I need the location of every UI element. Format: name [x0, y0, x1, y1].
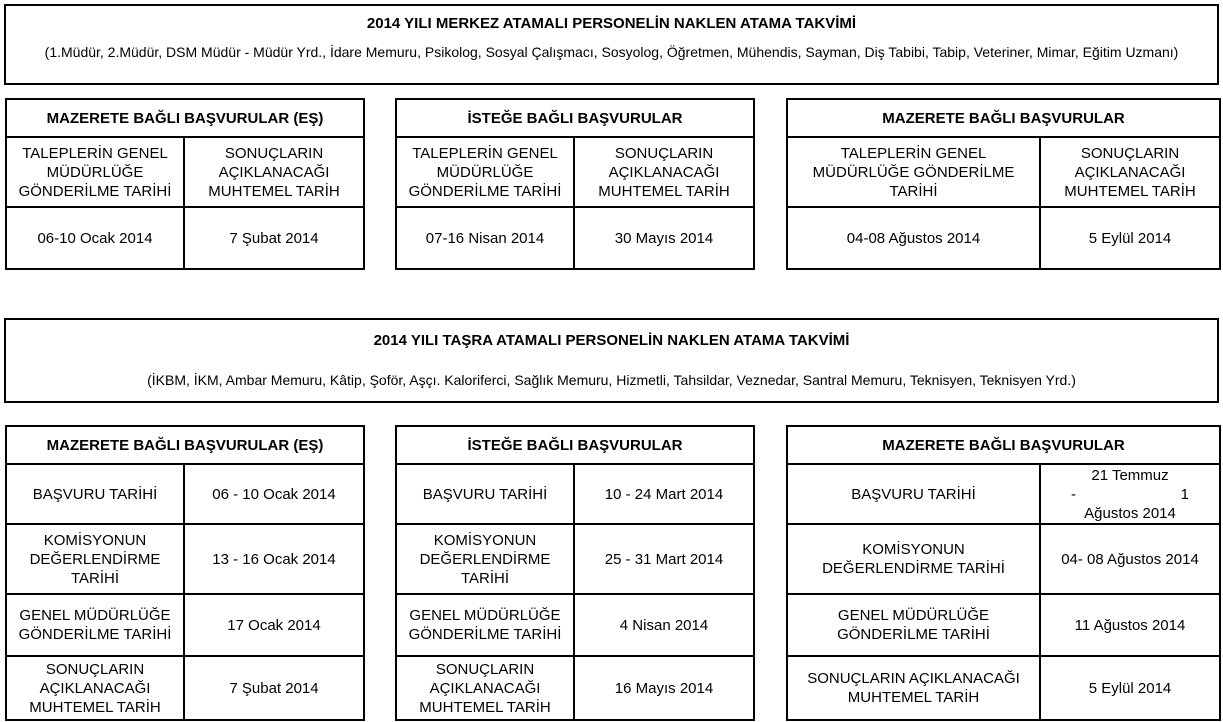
- tasra-header: [4, 318, 1219, 403]
- date-cell: 10 - 24 Mart 2014: [574, 464, 754, 524]
- column-header: TALEPLERİN GENEL MÜDÜRLÜĞE GÖNDERİLME TARİHİ: [396, 137, 574, 207]
- date-cell: 5 Eylül 2014: [1040, 656, 1220, 720]
- date-cell: [1040, 464, 1220, 524]
- date-line: Ağustos 2014: [1084, 504, 1176, 522]
- tasra-subtitle: (İKBM, İKM, Ambar Memuru, Kâtip, Şoför, Aşçı. Kaloriferci, Sağlık Memuru, Hizmetli, Tahsildar, Veznedar, Santral Memuru, Teknisyen, Teknisyen Yrd.): [147, 372, 1076, 388]
- column-header: SONUÇLARIN AÇIKLANACAĞI MUHTEMEL TARİH: [574, 137, 754, 207]
- date-cell: 13 - 16 Ocak 2014: [184, 524, 364, 594]
- row-label: BAŞVURU TARİHİ: [396, 464, 574, 524]
- table-heading: MAZERETE BAĞLI BAŞVURULAR (EŞ): [6, 99, 364, 137]
- date-cell: 06-10 Ocak 2014: [6, 207, 184, 269]
- date-separator: -: [1071, 485, 1076, 503]
- date-cell: 16 Mayıs 2014: [574, 656, 754, 720]
- tasra-table-istege: [395, 425, 755, 721]
- date-cell: 06 - 10 Ocak 2014: [184, 464, 364, 524]
- merkez-table-mazerete: [786, 98, 1221, 270]
- table-heading: MAZERETE BAĞLI BAŞVURULAR: [787, 99, 1220, 137]
- tasra-table-mazerete: [786, 425, 1221, 721]
- merkez-table-es: [5, 98, 365, 270]
- date-cell: 5 Eylül 2014: [1040, 207, 1220, 269]
- date-cell: 11 Ağustos 2014: [1040, 594, 1220, 656]
- row-label: KOMİSYONUN DEĞERLENDİRME TARİHİ: [396, 524, 574, 594]
- date-cell: 7 Şubat 2014: [184, 656, 364, 720]
- date-line: 21 Temmuz: [1091, 466, 1169, 484]
- row-label: GENEL MÜDÜRLÜĞE GÖNDERİLME TARİHİ: [6, 594, 184, 656]
- table-heading: MAZERETE BAĞLI BAŞVURULAR: [787, 426, 1220, 464]
- date-cell: 30 Mayıs 2014: [574, 207, 754, 269]
- row-label: KOMİSYONUN DEĞERLENDİRME TARİHİ: [787, 524, 1040, 594]
- table-heading: İSTEĞE BAĞLI BAŞVURULAR: [396, 426, 754, 464]
- column-header: SONUÇLARIN AÇIKLANACAĞI MUHTEMEL TARİH: [184, 137, 364, 207]
- column-header: TALEPLERİN GENEL MÜDÜRLÜĞE GÖNDERİLME TARİHİ: [787, 137, 1040, 207]
- row-label: SONUÇLARIN AÇIKLANACAĞI MUHTEMEL TARİH: [6, 656, 184, 720]
- merkez-title: 2014 YILI MERKEZ ATAMALI PERSONELİN NAKLEN ATAMA TAKVİMİ: [366, 15, 857, 32]
- row-label: BAŞVURU TARİHİ: [787, 464, 1040, 524]
- date-cell: 07-16 Nisan 2014: [396, 207, 574, 269]
- table-heading: İSTEĞE BAĞLI BAŞVURULAR: [396, 99, 754, 137]
- tasra-table-es: [5, 425, 365, 721]
- date-cell: 04- 08 Ağustos 2014: [1040, 524, 1220, 594]
- row-label: KOMİSYONUN DEĞERLENDİRME TARİHİ: [6, 524, 184, 594]
- date-cell: 04-08 Ağustos 2014: [787, 207, 1040, 269]
- date-cell: 4 Nisan 2014: [574, 594, 754, 656]
- column-header: SONUÇLARIN AÇIKLANACAĞI MUHTEMEL TARİH: [1040, 137, 1220, 207]
- row-label: SONUÇLARIN AÇIKLANACAĞI MUHTEMEL TARİH: [396, 656, 574, 720]
- column-header: TALEPLERİN GENEL MÜDÜRLÜĞE GÖNDERİLME TARİHİ: [6, 137, 184, 207]
- row-label: GENEL MÜDÜRLÜĞE GÖNDERİLME TARİHİ: [396, 594, 574, 656]
- date-cell: 25 - 31 Mart 2014: [574, 524, 754, 594]
- row-label: SONUÇLARIN AÇIKLANACAĞI MUHTEMEL TARİH: [787, 656, 1040, 720]
- merkez-table-istege: [395, 98, 755, 270]
- date-cell: 17 Ocak 2014: [184, 594, 364, 656]
- date-cell: 7 Şubat 2014: [184, 207, 364, 269]
- merkez-header: [4, 4, 1219, 85]
- tasra-title: 2014 YILI TAŞRA ATAMALI PERSONELİN NAKLEN ATAMA TAKVİMİ: [373, 332, 850, 349]
- date-day: 1: [1180, 485, 1189, 503]
- date-line: [1049, 485, 1211, 504]
- table-heading: MAZERETE BAĞLI BAŞVURULAR (EŞ): [6, 426, 364, 464]
- row-label: BAŞVURU TARİHİ: [6, 464, 184, 524]
- row-label: GENEL MÜDÜRLÜĞE GÖNDERİLME TARİHİ: [787, 594, 1040, 656]
- merkez-subtitle: (1.Müdür, 2.Müdür, DSM Müdür - Müdür Yrd., İdare Memuru, Psikolog, Sosyal Çalışmacı, Sosyolog, Öğretmen, Mühendis, Sayman, Diş Tabibi, Tabip, Veteriner, Mimar, Eğitim Uzmanı): [44, 44, 1179, 60]
